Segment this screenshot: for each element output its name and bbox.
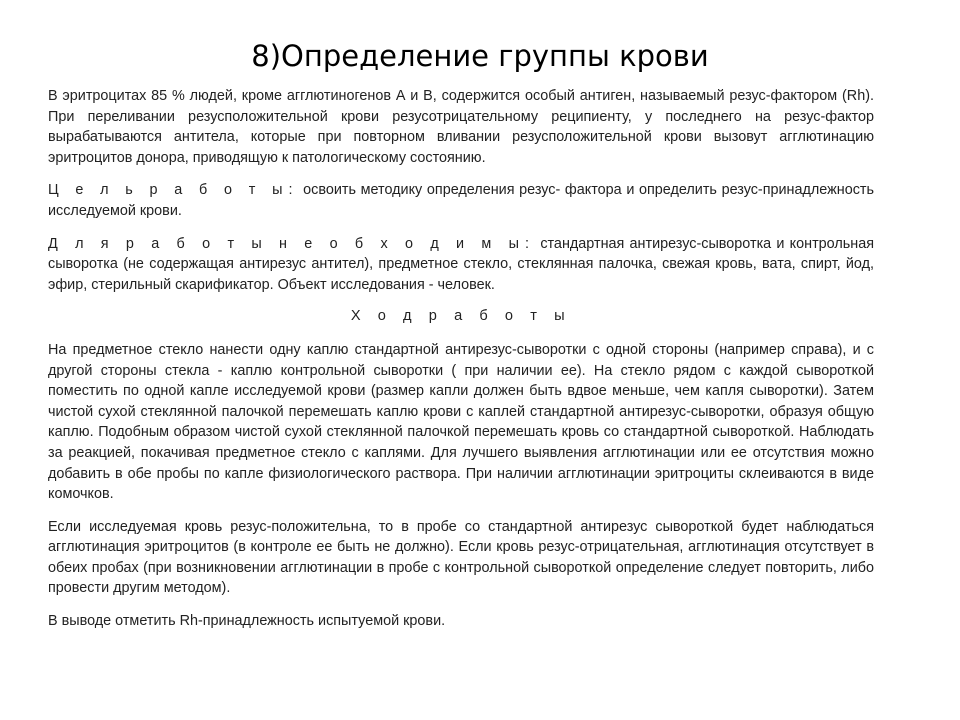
materials-text: стандартная антирезус-сыворотка и контрольная сыворотка (не содержащая антирезус антител), предметное стекло, стеклянная палочка, свежая кровь, вата, спирт, йод, эфир, стерильный скарификатор. Объект исследования - человек. bbox=[48, 235, 875, 293]
slide-title: 8)Определение группы крови bbox=[251, 39, 709, 73]
materials-label: Д л я р а б о т ы н е о б х о д и м ы: bbox=[48, 235, 536, 252]
procedure-heading bbox=[48, 306, 874, 327]
conclusion-paragraph: В выводе отметить Rh-принадлежность испытуемой крови. bbox=[48, 613, 446, 630]
materials-paragraph bbox=[48, 234, 874, 296]
intro-paragraph: В эритроцитах 85 % людей, кроме агглютиногенов А и В, содержится особый антиген, называемый резус-фактором (Rh). При переливании резусположительной крови резусотрицательному реципиенту, у последнего на резус-фактор вырабатываются антитела, которые при повторном вливании резусположительной крови вызовут агглютинацию эритроцитов донора, приводящую к патологическому состоянию. bbox=[48, 88, 874, 166]
procedure-paragraph: На предметное стекло нанести одну каплю стандартной антирезус-сыворотки с одной стороны (например справа), и с другой стороны стекла - каплю контрольной сыворотки ( при наличии ее). На стекло рядом с каждой сывороткой поместить по одной капле исследуемой крови (размер капли должен быть вдвое меньше, чем капля сыворотки). Затем чистой сухой стеклянной палочкой перемешать каплю крови с каплей стандартной антирезус-сыворотки, образуя общую каплю. Подобным образом чистой сухой стеклянной палочкой перемешать кровь со стандартной сывороткой. Наблюдать за реакцией, покачивая предметное стекло с каплями. Для лучшего выявления агглютинации или ее отсутствия можно добавить в обе пробы по капле физиологического раствора. При наличии агглютинации эритроциты склеиваются в виде комочков. bbox=[48, 341, 874, 503]
interpretation-paragraph: Если исследуемая кровь резус-положительна, то в пробе со стандартной антирезус сывороткой будет наблюдаться агглютинация эритроцитов (в контроле ее быть не должно). Если кровь резус-отрицательная, агглютинация отсутствует в обеих пробах (при возникновении агглютинации в пробе с контрольной сывороткой определение следует повторить, либо провести другим методом). bbox=[48, 518, 874, 597]
goal-label: Ц е л ь р а б о т ы: bbox=[48, 182, 299, 199]
scanned-document bbox=[48, 86, 874, 632]
procedure-heading-text: Х о д р а б о т ы bbox=[350, 308, 572, 325]
goal-paragraph bbox=[48, 180, 874, 221]
goal-text: освоить методику определения резус- фактора и определить резус-принадлежность исследуемой крови. bbox=[48, 182, 875, 219]
